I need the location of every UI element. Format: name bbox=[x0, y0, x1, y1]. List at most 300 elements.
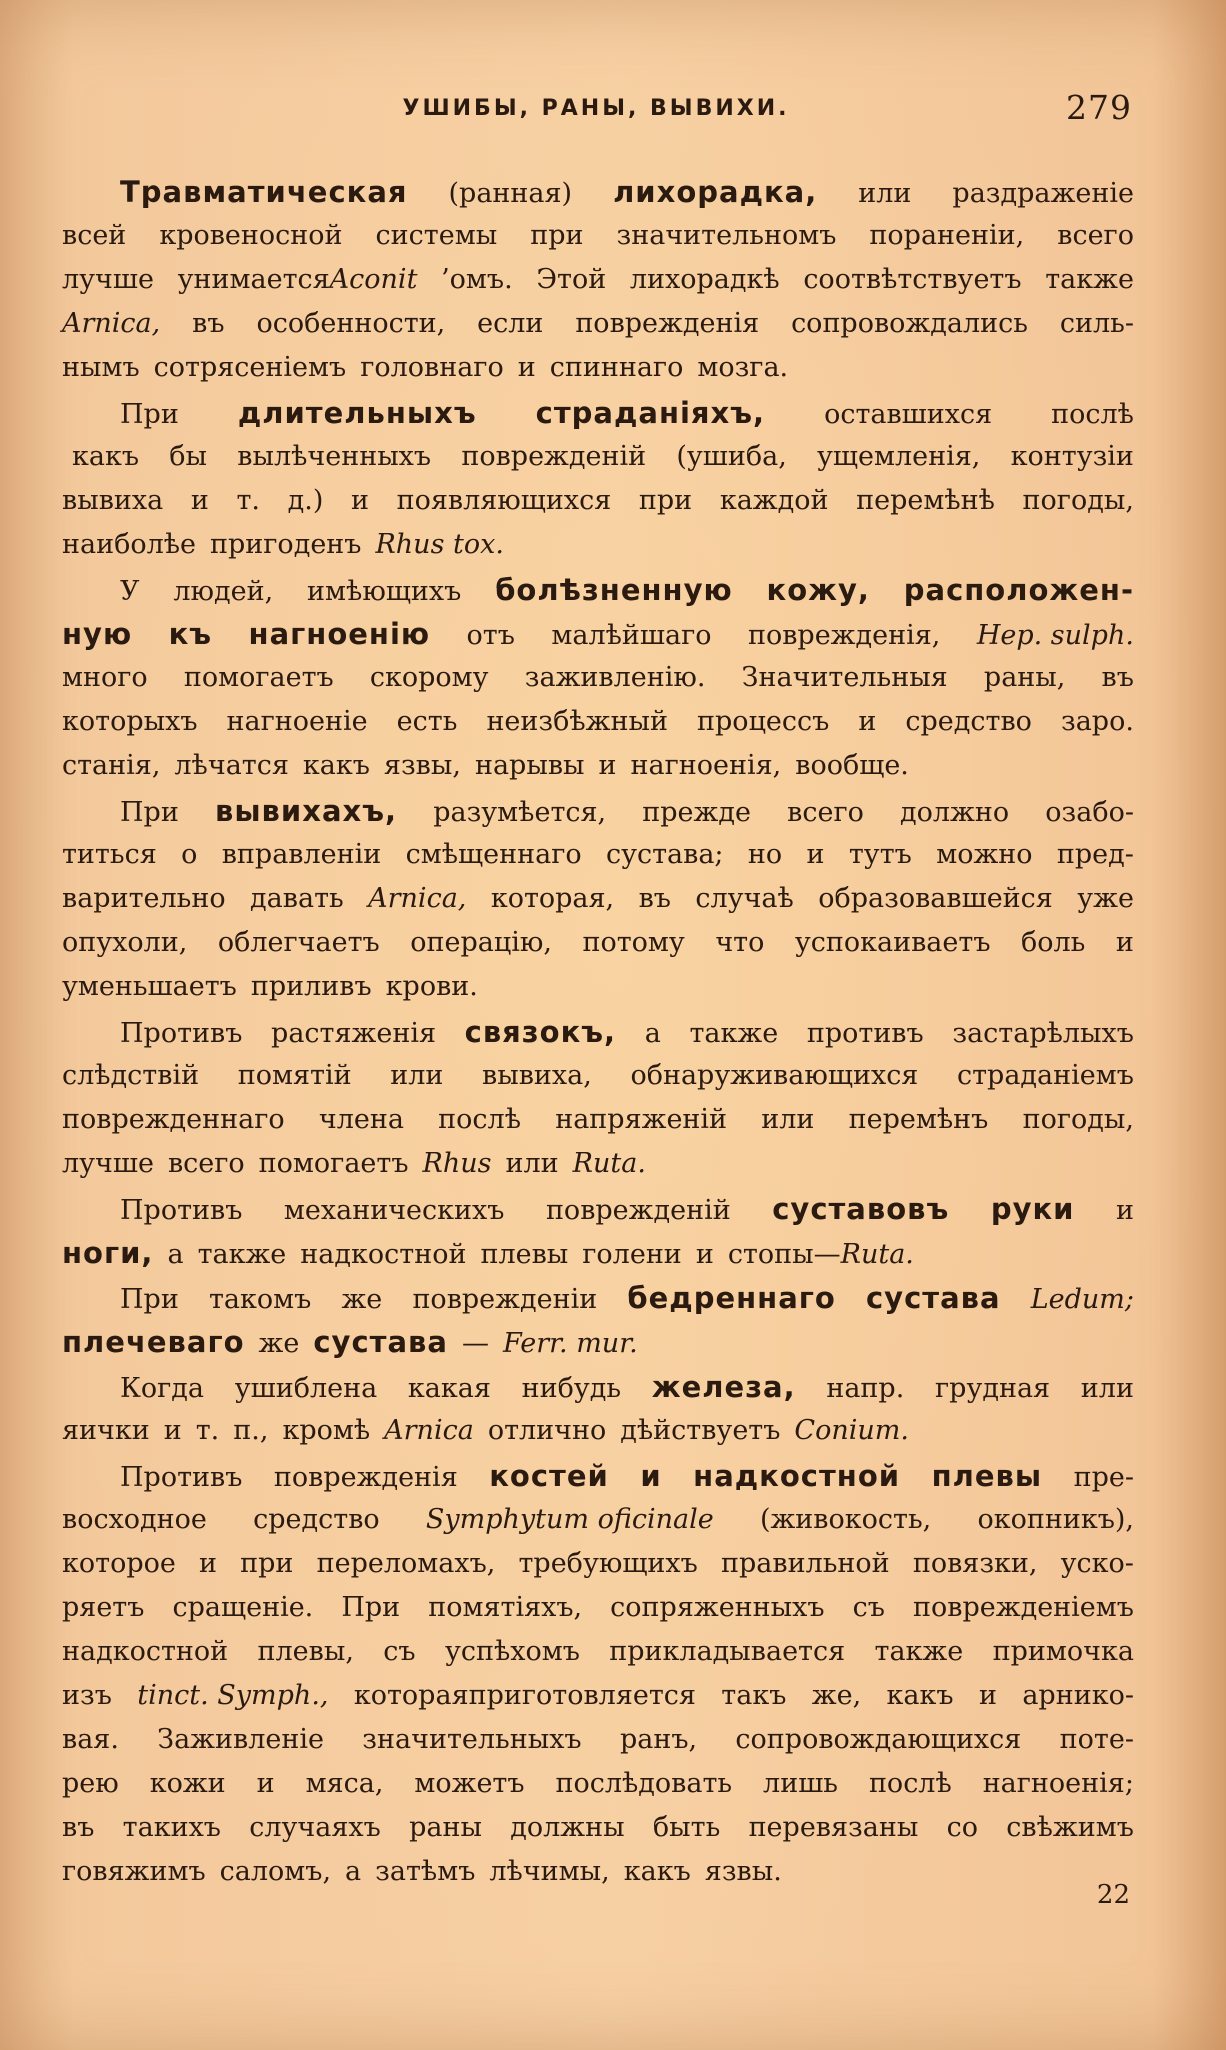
word: При bbox=[120, 797, 179, 828]
word: много bbox=[62, 662, 148, 693]
text-line bbox=[62, 1098, 1134, 1142]
word: помятіяхъ, bbox=[428, 1592, 583, 1623]
word: неизбѣжный bbox=[486, 706, 668, 737]
word: стопы— bbox=[727, 1239, 841, 1270]
text-line bbox=[62, 1674, 1134, 1718]
word: Этой bbox=[536, 264, 607, 295]
word: системы bbox=[375, 220, 498, 251]
word: язвы. bbox=[704, 1856, 782, 1887]
word: требующихъ bbox=[518, 1548, 698, 1579]
word: Symphytum oficinale bbox=[425, 1504, 714, 1535]
word: помятій bbox=[237, 1060, 352, 1091]
word: правильной bbox=[721, 1548, 890, 1579]
word: какъ bbox=[623, 1856, 691, 1887]
word: варительно bbox=[62, 883, 226, 914]
word: при bbox=[530, 220, 584, 251]
word: нагноеніе bbox=[226, 706, 368, 737]
word: Значительныя bbox=[741, 662, 948, 693]
word: Ledum; bbox=[1030, 1284, 1134, 1315]
word: погоды, bbox=[1022, 485, 1134, 516]
word: уже bbox=[1077, 883, 1134, 914]
word: сопровождались bbox=[791, 308, 1028, 339]
word: (ушиба, bbox=[676, 441, 787, 472]
word: должно bbox=[900, 797, 1010, 828]
word: поврежденіи bbox=[412, 1284, 598, 1315]
word: помогаетъ bbox=[183, 662, 334, 693]
word: случаѣ bbox=[695, 883, 794, 914]
word: лѣчимы, bbox=[489, 1856, 610, 1887]
word: перемѣнъ bbox=[848, 1104, 989, 1135]
signature-mark: 22 bbox=[1096, 1880, 1130, 1910]
word: При bbox=[341, 1592, 401, 1623]
word: сопряженныхъ bbox=[610, 1592, 825, 1623]
word: же, bbox=[811, 1680, 862, 1711]
word: нагноенія; bbox=[982, 1768, 1134, 1799]
text-line bbox=[62, 214, 1134, 258]
text-line bbox=[62, 435, 1134, 479]
word: ущемленія, bbox=[817, 441, 981, 472]
word: а bbox=[167, 1239, 184, 1270]
text-line bbox=[62, 1586, 1134, 1630]
word: Arnica, bbox=[368, 883, 467, 914]
word: кромѣ bbox=[282, 1415, 371, 1446]
word: отлично bbox=[487, 1415, 607, 1446]
paragraph bbox=[62, 789, 1134, 1009]
word: средство bbox=[253, 1504, 380, 1535]
page-header bbox=[60, 88, 1132, 138]
word: Противъ bbox=[120, 1018, 243, 1049]
word: костей bbox=[489, 1459, 609, 1493]
word: и bbox=[256, 1768, 275, 1799]
word: нагноенія, bbox=[630, 750, 782, 781]
word: Противъ bbox=[120, 1195, 243, 1226]
word: — bbox=[461, 1328, 489, 1359]
word: о bbox=[181, 839, 198, 870]
word: спиннаго bbox=[549, 352, 684, 383]
word: Rhus bbox=[422, 1148, 492, 1179]
text-line bbox=[62, 1365, 1134, 1409]
page-number: 279 bbox=[1066, 88, 1132, 127]
word: нымъ bbox=[62, 352, 140, 383]
word: плечеваго bbox=[62, 1325, 245, 1359]
text-line bbox=[62, 1010, 1134, 1054]
word: болѣзненную bbox=[495, 573, 733, 607]
text-line bbox=[62, 302, 1134, 346]
word: можетъ bbox=[414, 1768, 525, 1799]
word: что bbox=[715, 927, 765, 958]
word: съ bbox=[852, 1592, 885, 1623]
word: скорому bbox=[369, 662, 489, 693]
word: (ранная) bbox=[448, 178, 573, 209]
word: и bbox=[858, 706, 877, 737]
word: контузіи bbox=[1010, 441, 1134, 472]
word: уско- bbox=[1060, 1548, 1134, 1579]
word: Когда bbox=[120, 1373, 205, 1404]
text-line bbox=[62, 346, 1134, 390]
text-line bbox=[62, 921, 1134, 965]
word: рею bbox=[62, 1768, 119, 1799]
paragraph bbox=[62, 568, 1134, 788]
word: т. bbox=[236, 485, 260, 516]
word-group bbox=[178, 258, 418, 302]
word: длительныхъ bbox=[237, 396, 477, 430]
text-line bbox=[62, 744, 1134, 788]
word: растяженія bbox=[271, 1018, 436, 1049]
word: надкостной bbox=[693, 1459, 901, 1493]
word: поврежденіемъ bbox=[913, 1592, 1134, 1623]
word: оставшихся bbox=[824, 399, 993, 430]
word: поте- bbox=[1059, 1724, 1134, 1755]
word: головнаго bbox=[360, 352, 504, 383]
word: раздраженіе bbox=[952, 178, 1134, 209]
running-head: УШИБЫ, РАНЫ, ВЫВИХИ. bbox=[402, 96, 790, 121]
word: Противъ bbox=[120, 1462, 243, 1493]
word: лихорадкѣ bbox=[629, 264, 780, 295]
word: При bbox=[120, 1284, 179, 1315]
word: къ bbox=[168, 617, 213, 651]
word: Ruta. bbox=[840, 1239, 914, 1270]
text-line bbox=[62, 1762, 1134, 1806]
word: ную bbox=[62, 617, 133, 651]
word: и bbox=[190, 485, 209, 516]
word: смѣщеннаго bbox=[405, 839, 582, 870]
text-line bbox=[62, 1850, 1134, 1894]
word: вывиха bbox=[62, 485, 164, 516]
word: а bbox=[345, 1856, 362, 1887]
word: ряетъ bbox=[62, 1592, 145, 1623]
word: образовавшейся bbox=[818, 883, 1053, 914]
word: голени bbox=[582, 1239, 682, 1270]
word: окопникъ), bbox=[977, 1504, 1134, 1535]
word: (живокость, bbox=[759, 1504, 932, 1535]
paragraph bbox=[62, 391, 1134, 567]
word: такихъ bbox=[122, 1812, 221, 1843]
word: или bbox=[390, 1060, 444, 1091]
text-line bbox=[62, 612, 1134, 656]
word: изъ bbox=[62, 1680, 112, 1711]
word: Травматическая bbox=[120, 175, 408, 209]
word: всего bbox=[1057, 220, 1134, 251]
word: говяжимъ bbox=[62, 1856, 206, 1887]
word: плевы, bbox=[257, 1636, 354, 1667]
word: есть bbox=[396, 706, 458, 737]
word: облегчаетъ bbox=[217, 927, 380, 958]
word: лѣчатся bbox=[174, 750, 289, 781]
word: плевы bbox=[931, 1459, 1043, 1493]
word: перевязаны bbox=[748, 1812, 919, 1843]
word: всего bbox=[787, 797, 864, 828]
word: въ bbox=[62, 1812, 95, 1843]
word: также bbox=[689, 1018, 779, 1049]
word-group bbox=[728, 1233, 914, 1277]
word: значительномъ bbox=[616, 220, 837, 251]
word: также bbox=[874, 1636, 964, 1667]
word: Ruta. bbox=[572, 1148, 646, 1179]
word: бы bbox=[169, 441, 208, 472]
paragraph bbox=[62, 1365, 1134, 1453]
word: яички bbox=[62, 1415, 150, 1446]
word: вывиха, bbox=[482, 1060, 592, 1091]
word: нагноенію bbox=[248, 617, 431, 651]
text-line bbox=[62, 1630, 1134, 1674]
word: такомъ bbox=[208, 1284, 312, 1315]
word: д.) bbox=[287, 485, 324, 516]
word: а bbox=[644, 1018, 661, 1049]
word: надкостной bbox=[62, 1636, 229, 1667]
word: п., bbox=[233, 1415, 269, 1446]
word: ранъ, bbox=[619, 1724, 698, 1755]
text-line bbox=[62, 1454, 1134, 1498]
word: вылѣченныхъ bbox=[237, 441, 432, 472]
word: лучше bbox=[62, 1148, 154, 1179]
word: поврежденій bbox=[545, 1195, 731, 1226]
word: кожи bbox=[149, 1768, 226, 1799]
word: значительныхъ bbox=[362, 1724, 582, 1755]
word: поврежденія bbox=[575, 308, 760, 339]
word: пред- bbox=[1056, 839, 1134, 870]
word: потому bbox=[582, 927, 685, 958]
text-line bbox=[62, 1276, 1134, 1320]
word: прикладывается bbox=[609, 1636, 846, 1667]
word: и bbox=[598, 750, 617, 781]
word: также bbox=[1045, 264, 1134, 295]
word: такъ bbox=[721, 1680, 787, 1711]
word: въ bbox=[192, 308, 225, 339]
word: Aconit bbox=[329, 264, 418, 295]
word: также bbox=[197, 1239, 287, 1270]
word: послѣ bbox=[868, 1768, 952, 1799]
word: кожу, bbox=[766, 573, 870, 607]
word: же bbox=[341, 1284, 383, 1315]
word: и bbox=[199, 1548, 217, 1579]
word: озабо- bbox=[1045, 797, 1134, 828]
word: железа, bbox=[651, 1370, 796, 1404]
text-line bbox=[62, 1142, 1134, 1186]
word: сотрясеніемъ bbox=[153, 352, 347, 383]
text-line bbox=[62, 877, 1134, 921]
word: быть bbox=[652, 1812, 721, 1843]
word: же bbox=[258, 1328, 300, 1359]
word: особенности, bbox=[256, 308, 446, 339]
word: восходное bbox=[62, 1504, 207, 1535]
word: Arnica bbox=[384, 1415, 474, 1446]
word: нибудь bbox=[521, 1373, 622, 1404]
word: ноги, bbox=[62, 1236, 154, 1270]
word: сопровождающихся bbox=[735, 1724, 1022, 1755]
word: Ferr. mur. bbox=[502, 1328, 638, 1359]
word: т. bbox=[195, 1415, 220, 1446]
text-line bbox=[62, 1806, 1134, 1850]
word: напряженій bbox=[555, 1104, 728, 1135]
word: вправленіи bbox=[221, 839, 382, 870]
word: пре- bbox=[1073, 1462, 1134, 1493]
word: раны, bbox=[983, 662, 1066, 693]
word: при bbox=[240, 1548, 294, 1579]
text-line bbox=[62, 965, 1134, 1009]
text-line bbox=[62, 1187, 1134, 1231]
word: случаяхъ bbox=[249, 1812, 381, 1843]
word: свѣжимъ bbox=[1006, 1812, 1134, 1843]
word: всей bbox=[62, 220, 127, 251]
word: имѣющихъ bbox=[307, 576, 462, 607]
word: и bbox=[351, 485, 369, 516]
word: вывихахъ, bbox=[214, 794, 398, 828]
text-line bbox=[62, 1542, 1134, 1586]
word: которыхъ bbox=[62, 706, 198, 737]
text-line bbox=[62, 1320, 1134, 1364]
word: приливъ bbox=[250, 971, 372, 1002]
word: и bbox=[640, 1459, 662, 1493]
word: поврежденій bbox=[461, 441, 647, 472]
word: плевы bbox=[480, 1239, 569, 1270]
word: силь- bbox=[1059, 308, 1134, 339]
word: и bbox=[517, 352, 536, 383]
word: со bbox=[946, 1812, 979, 1843]
word: лишь bbox=[763, 1768, 838, 1799]
word: Заживленіе bbox=[157, 1724, 324, 1755]
word: расположен- bbox=[903, 573, 1134, 607]
word: боль bbox=[1021, 927, 1086, 958]
word: послѣ bbox=[438, 1104, 521, 1135]
word: помогаетъ bbox=[258, 1148, 409, 1179]
word: послѣдовать bbox=[555, 1768, 733, 1799]
word: члена bbox=[318, 1104, 404, 1135]
word: или bbox=[761, 1104, 815, 1135]
paragraph bbox=[62, 1187, 1134, 1275]
word: напр. bbox=[826, 1373, 905, 1404]
word: разумѣется, bbox=[433, 797, 607, 828]
word: и bbox=[163, 1415, 182, 1446]
word: но bbox=[747, 839, 783, 870]
word: успѣхомъ bbox=[444, 1636, 580, 1667]
word: саломъ, bbox=[219, 1856, 332, 1887]
word: лучше bbox=[62, 264, 154, 295]
word: страданіяхъ, bbox=[535, 396, 766, 430]
text-line bbox=[62, 789, 1134, 833]
paragraph bbox=[62, 170, 1134, 390]
word: прежде bbox=[642, 797, 751, 828]
word: обнаруживающихся bbox=[630, 1060, 919, 1091]
word: которая, bbox=[490, 883, 615, 914]
word: язвы, bbox=[383, 750, 461, 781]
word: унимается bbox=[177, 264, 330, 295]
word: механическихъ bbox=[283, 1195, 505, 1226]
word: операцію, bbox=[410, 927, 552, 958]
word: кровеносной bbox=[159, 220, 343, 251]
text-line bbox=[62, 391, 1134, 435]
word: перемѣнѣ bbox=[856, 485, 995, 516]
word: заживленію. bbox=[524, 662, 706, 693]
word: каждой bbox=[719, 485, 829, 516]
word: Arnica, bbox=[62, 308, 161, 339]
word: и bbox=[1115, 927, 1134, 958]
word: слѣдствій bbox=[62, 1060, 200, 1091]
word: арнико- bbox=[1022, 1680, 1134, 1711]
word: титься bbox=[62, 839, 157, 870]
word: заро. bbox=[1060, 706, 1134, 737]
word: суставовъ bbox=[772, 1192, 950, 1226]
word: котораяприготовляется bbox=[353, 1680, 696, 1711]
text-line bbox=[62, 170, 1134, 214]
word: уменьшаетъ bbox=[62, 971, 237, 1002]
word: и bbox=[1115, 1195, 1134, 1226]
word: надкостной bbox=[300, 1239, 467, 1270]
text-line bbox=[62, 1718, 1134, 1762]
word: при bbox=[638, 485, 693, 516]
word: погоды, bbox=[1022, 1104, 1134, 1135]
text-line bbox=[62, 1231, 1134, 1275]
word: людей, bbox=[173, 576, 274, 607]
word: успокаиваетъ bbox=[794, 927, 991, 958]
word: пораненіи, bbox=[869, 220, 1025, 251]
text-line bbox=[62, 833, 1134, 877]
word: съ bbox=[383, 1636, 416, 1667]
word: соотвѣтствуетъ bbox=[803, 264, 1022, 295]
paragraph bbox=[62, 1454, 1134, 1894]
word: средство bbox=[905, 706, 1032, 737]
word: послѣ bbox=[1051, 399, 1134, 430]
text-line bbox=[62, 1054, 1134, 1098]
word: какъ bbox=[886, 1680, 954, 1711]
word: которое bbox=[62, 1548, 176, 1579]
text-line bbox=[62, 656, 1134, 700]
word: наиболѣе bbox=[62, 529, 197, 560]
word: давать bbox=[250, 883, 344, 914]
word: или bbox=[858, 178, 912, 209]
word: раны bbox=[409, 1812, 482, 1843]
word: грудная bbox=[935, 1373, 1051, 1404]
word: малѣйшаго bbox=[551, 620, 712, 651]
word: крови. bbox=[385, 971, 478, 1002]
word: и bbox=[978, 1680, 997, 1711]
word: У bbox=[120, 576, 140, 607]
word: связокъ, bbox=[464, 1015, 617, 1049]
word: тутъ bbox=[848, 839, 912, 870]
word: вая. bbox=[62, 1724, 119, 1755]
word: или bbox=[505, 1148, 559, 1179]
word: руки bbox=[990, 1192, 1075, 1226]
word: отъ bbox=[466, 620, 515, 651]
paragraph bbox=[62, 1276, 1134, 1364]
word: мяса, bbox=[305, 1768, 384, 1799]
word: станія, bbox=[62, 750, 161, 781]
word: затѣмъ bbox=[375, 1856, 476, 1887]
paragraph bbox=[62, 1010, 1134, 1186]
word: опухоли, bbox=[62, 927, 188, 958]
word: Hep. sulph. bbox=[976, 620, 1134, 651]
word: пригоденъ bbox=[210, 529, 362, 560]
word: ушиблена bbox=[234, 1373, 378, 1404]
word: сустава bbox=[313, 1325, 448, 1359]
word: сустава bbox=[865, 1281, 1001, 1315]
text-line bbox=[62, 700, 1134, 744]
word: сустава; bbox=[605, 839, 724, 870]
word: какъ bbox=[302, 750, 370, 781]
word: tinct. Symph., bbox=[137, 1680, 329, 1711]
word: какая bbox=[407, 1373, 491, 1404]
word: процессъ bbox=[697, 706, 830, 737]
word: какъ bbox=[72, 441, 140, 472]
word: появляющихся bbox=[396, 485, 612, 516]
word: переломахъ, bbox=[316, 1548, 496, 1579]
word: можно bbox=[936, 839, 1033, 870]
word: лихорадка, bbox=[613, 175, 818, 209]
word: поврежденія bbox=[273, 1462, 458, 1493]
text-line bbox=[62, 523, 1134, 567]
word: дѣйствуетъ bbox=[620, 1415, 781, 1446]
word: примочка bbox=[992, 1636, 1134, 1667]
text-body bbox=[62, 170, 1134, 1895]
